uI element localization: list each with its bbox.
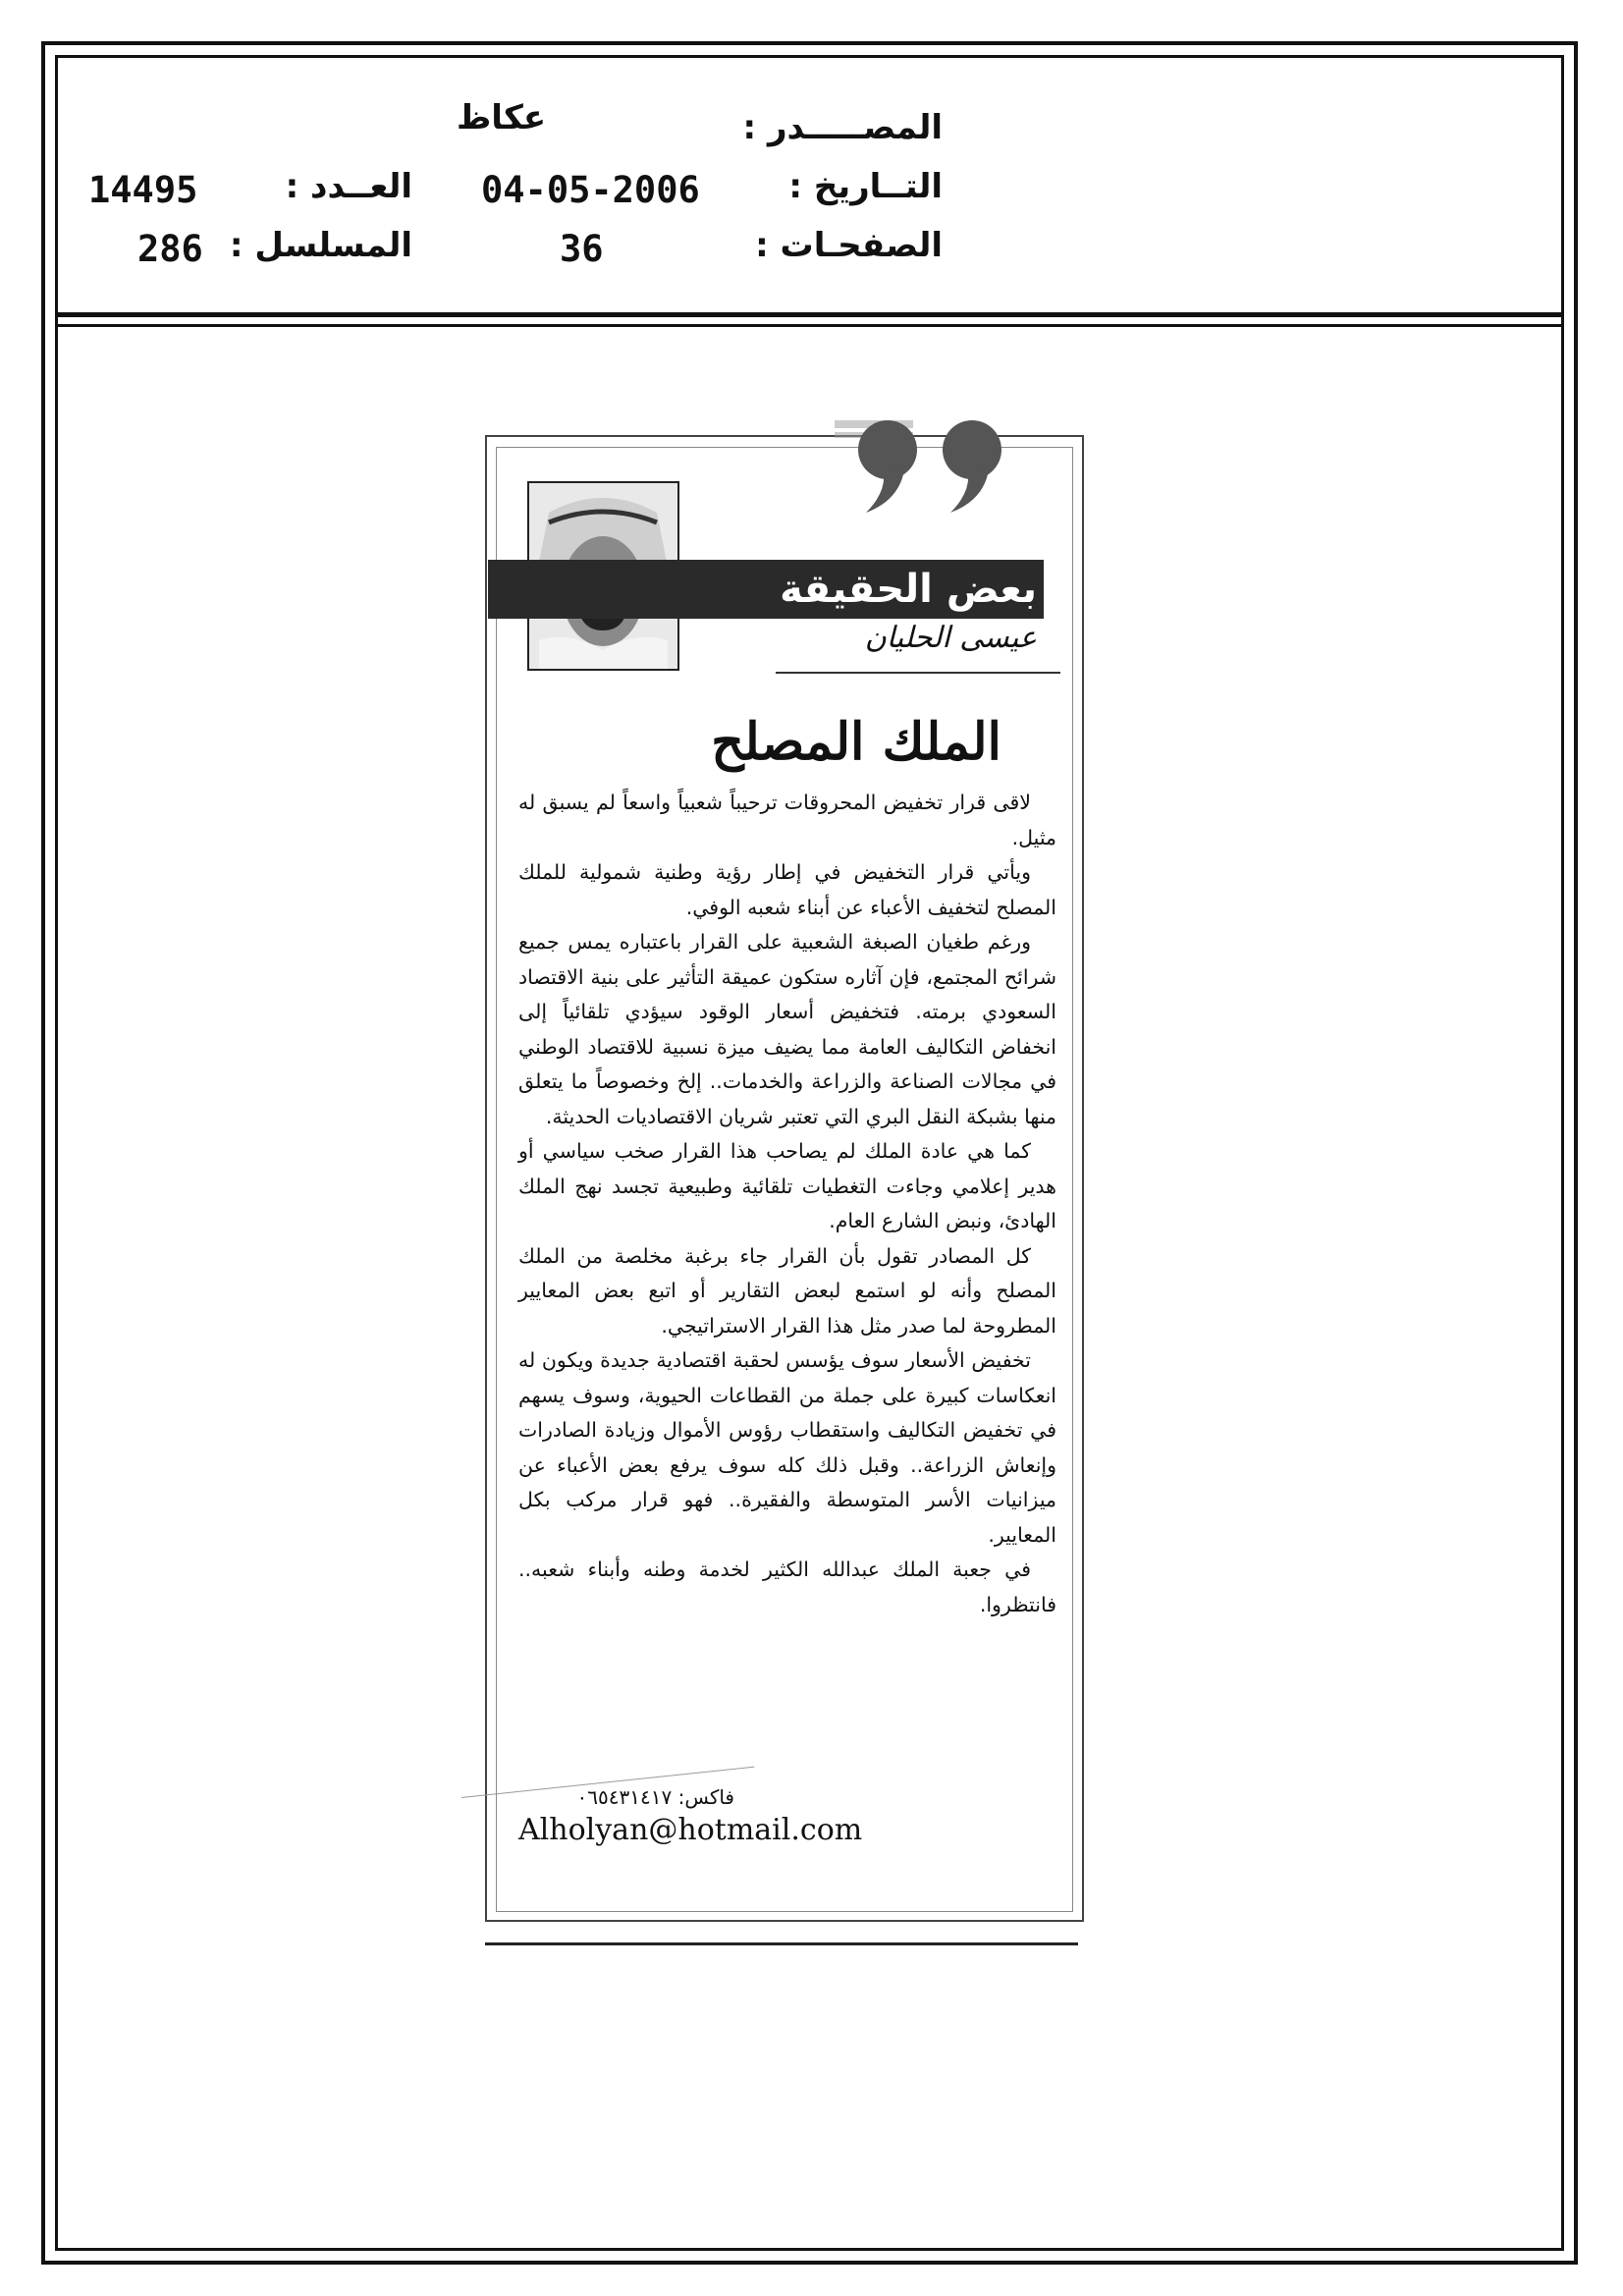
issue-value: 14495 bbox=[88, 169, 198, 211]
article-body bbox=[518, 786, 1056, 1622]
article-paragraph: في جعبة الملك عبدالله الكثير لخدمة وطنه وأبناء شعبه.. فانتظروا. bbox=[518, 1558, 1056, 1616]
clipping-bottom-rule bbox=[485, 1942, 1078, 1945]
author-underline bbox=[776, 672, 1060, 674]
pages-value: 36 bbox=[560, 228, 604, 270]
article-paragraph: كل المصادر تقول بأن القرار جاء برغبة مخلصة من الملك المصلح وأنه لو استمع لبعض التقارير أو اتبع بعض المعايير المطروحة لما صدر مثل هذا القرار الاستراتيجي. bbox=[518, 1243, 1056, 1338]
serial-label: المسلسل : bbox=[229, 226, 412, 265]
article-headline: الملك المصلح bbox=[711, 712, 1001, 772]
fax-number: فاكس: ٠٦٥٤٣١٤١٧ bbox=[576, 1785, 734, 1809]
article-paragraph: لاقى قرار تخفيض المحروقات ترحيباً شعبياً واسعاً لم يسبق له مثيل. bbox=[518, 791, 1056, 849]
header-divider bbox=[55, 312, 1564, 317]
author-name: عيسى الحليان bbox=[864, 621, 1037, 655]
source-label: المصـــــدر : bbox=[742, 108, 943, 147]
source-value: عكاظ bbox=[457, 98, 547, 137]
pages-label: الصفحـات : bbox=[755, 226, 943, 265]
article-paragraph: ورغم طغيان الصبغة الشعبية على القرار باعتباره يمس جميع شرائح المجتمع، فإن آثاره ستكون عميقة التأثير على بنية الاقتصاد السعودي برمته. فتخفيض أسعار الوقود سيؤدي تلقائياً إلى انخفاض التكاليف العامة مما يضيف ميزة نسبية للاقتصاد الوطني في مجالات الصناعة والزراعة والخدمات.. إلخ وخصوصاً ما يتعلق منها بشبكة النقل البري التي تعتبر شريان الاقتصاديات الحديثة. bbox=[518, 930, 1056, 1128]
article-paragraph: تخفيض الأسعار سوف يؤسس لحقبة اقتصادية جديدة ويكون له انعكاسات كبيرة على جملة من القطاعات الحيوية، وسوف يسهم في تخفيض التكاليف واستقطاب رؤوس الأموال وزيادة الصادرات وإنعاش الزراعة.. وقبل ذلك كله سوف يرفع بعض الأعباء عن ميزانيات الأسر المتوسطة والفقيرة.. فهو قرار مركب بكل المعايير. bbox=[518, 1348, 1056, 1547]
quote-mark-icon bbox=[827, 410, 1019, 520]
serial-value: 286 bbox=[137, 228, 203, 270]
article-paragraph: كما هي عادة الملك لم يصاحب هذا القرار صخب سياسي أو هدير إعلامي وجاءت التغطيات تلقائية وطبيعية تجسد نهج الملك الهادئ، ونبض الشارع العام. bbox=[518, 1139, 1056, 1232]
header-divider-thin bbox=[55, 324, 1564, 327]
article-paragraph: ويأتي قرار التخفيض في إطار رؤية وطنية شمولية للملك المصلح لتخفيف الأعباء عن أبناء شعبه الوفي. bbox=[518, 860, 1056, 919]
author-email: Alholyan@hotmail.com bbox=[518, 1813, 863, 1847]
column-name: بعض الحقيقة bbox=[780, 567, 1037, 612]
date-value: 04-05-2006 bbox=[481, 169, 700, 211]
date-label: التــاريخ : bbox=[788, 167, 943, 206]
issue-label: العــدد : bbox=[285, 167, 412, 206]
